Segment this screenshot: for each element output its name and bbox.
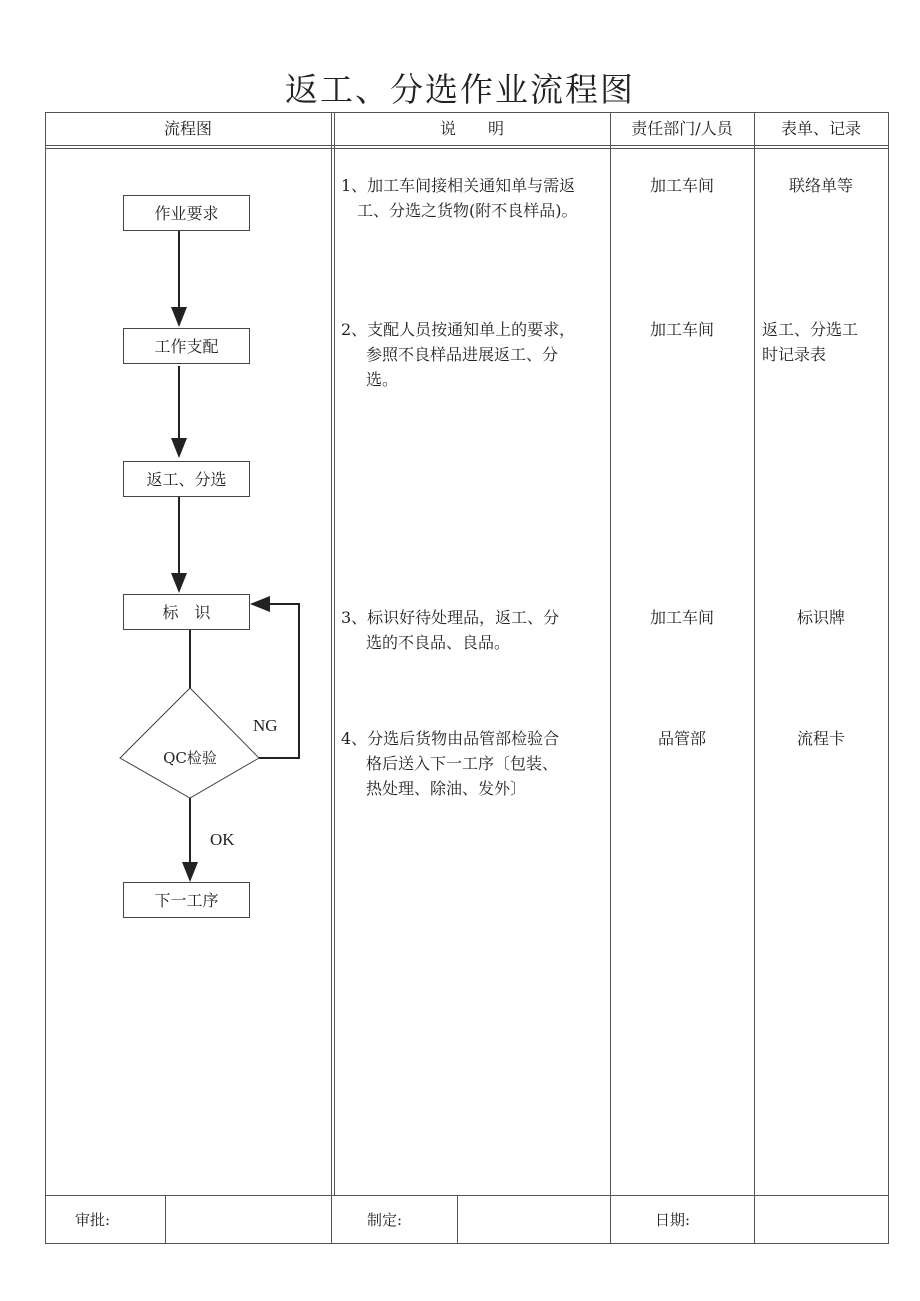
step-1-dept: 加工车间 [649,176,714,195]
box-rework-sorting: 返工、分选 [123,461,250,497]
column-divider-2 [610,112,611,1244]
table-border-bottom [45,1243,889,1244]
box-next-process: 下一工序 [123,882,250,918]
step-3-description: 3、标识好待处理品，返工、分 选的不良品、良品。 [341,608,560,652]
step-1-form: 联络单等 [788,176,853,195]
box-marking: 标 识 [123,594,250,630]
footer-divider [45,1195,889,1196]
step-4-form: 流程卡 [796,729,845,748]
flowchart-table [45,112,889,1244]
header-flowchart: 流程图 [163,119,212,138]
header-description: 说 明 [439,119,504,138]
table-border-right [888,112,889,1244]
footer-approve-label: 审批: [75,1211,111,1229]
footer-date-label: 日期: [655,1211,691,1229]
step-1-description: 1、加工车间接相关通知单与需返 工、分选之货物(附不良样品)。 [341,176,578,220]
ng-label: NG [253,716,278,735]
step-2-form: 返工、分选工 时记录表 [762,320,859,364]
step-2-dept: 加工车间 [649,320,714,339]
box-work-assignment: 工作支配 [123,328,250,364]
footer-formulate-label: 制定: [367,1211,403,1229]
ok-label: OK [210,830,235,849]
qc-diamond [120,688,259,798]
page-title: 返工、分选作业流程图 [285,70,635,109]
step-2-description: 2、支配人员按通知单上的要求， 参照不良样品进展返工、分 选。 [341,320,576,389]
flow-connectors [45,112,335,1192]
footer-divider-a [165,1195,166,1244]
step-4-dept: 品管部 [657,729,706,748]
footer-divider-b [457,1195,458,1244]
step-3-dept: 加工车间 [649,608,714,627]
qc-inspection-label: QC检验 [163,749,217,767]
step-3-form: 标识牌 [796,608,845,627]
column-divider-3 [754,112,755,1244]
header-responsible: 责任部门/人员 [631,119,733,138]
step-4-description: 4、分选后货物由品管部检验合 格后送入下一工序〔包装、 热处理、除油、发外〕 [341,729,560,798]
header-forms: 表单、记录 [780,119,861,138]
box-work-requirement: 作业要求 [123,195,250,231]
